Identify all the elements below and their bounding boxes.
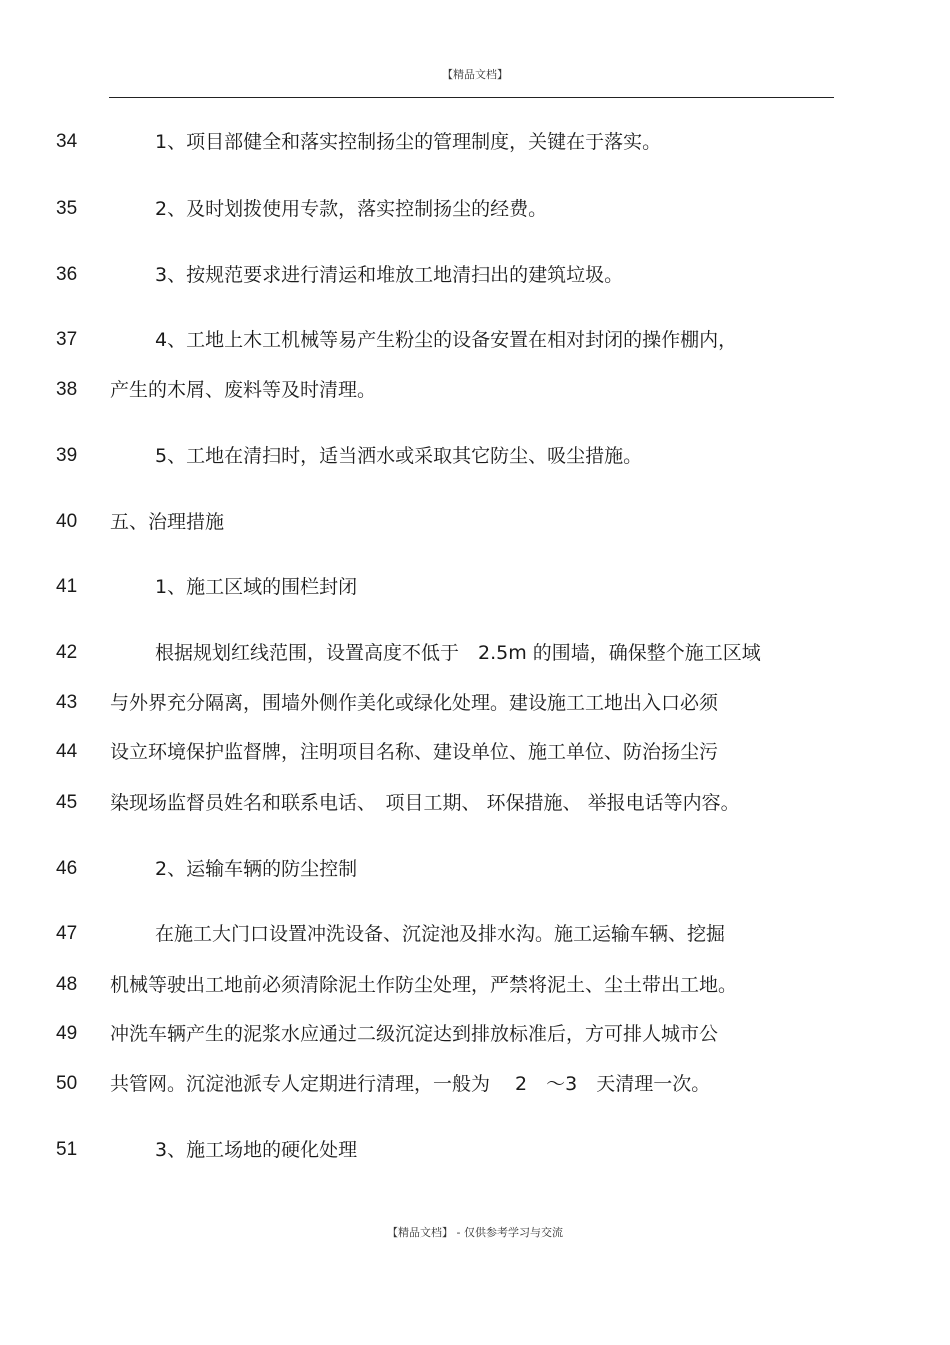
line-text: 机械等驶出工地前必须清除泥土作防尘处理，严禁将泥土、尘土带出工地。: [110, 974, 738, 996]
line-text: 共管网。沉淀池派专人定期进行清理，一般为 2 ～3 天清理一次。: [110, 1073, 711, 1095]
document-line: [0, 1019, 950, 1049]
line-text: 与外界充分隔离，围墙外侧作美化或绿化处理。建设施工工地出入口必须: [110, 692, 719, 714]
line-text: 3、按规范要求进行清运和堆放工地清扫出的建筑垃圾。: [155, 264, 624, 286]
header-divider: [109, 97, 834, 98]
line-number: 34: [56, 131, 78, 152]
line-number: 50: [56, 1073, 78, 1094]
line-number: 39: [56, 445, 78, 466]
line-text: 5、工地在清扫时，适当洒水或采取其它防尘、吸尘措施。: [155, 445, 643, 467]
line-number: 48: [56, 974, 78, 995]
line-number: 36: [56, 264, 78, 285]
document-line: [0, 638, 950, 668]
line-number: 37: [56, 329, 78, 350]
line-number: 41: [56, 576, 78, 597]
line-number: 45: [56, 792, 78, 813]
document-line: [0, 507, 950, 537]
line-number: 42: [56, 642, 78, 663]
line-number: 47: [56, 923, 78, 944]
line-number: 40: [56, 511, 78, 532]
document-line: [0, 1069, 950, 1099]
document-line: [0, 688, 950, 718]
document-line: [0, 375, 950, 405]
line-number: 35: [56, 198, 78, 219]
line-number: 44: [56, 741, 78, 762]
line-number: 38: [56, 379, 78, 400]
line-text: 设立环境保护监督牌，注明项目名称、建设单位、施工单位、防治扬尘污: [110, 741, 719, 763]
document-line: [0, 1135, 950, 1165]
line-text: 产生的木屑、废料等及时清理。: [110, 379, 377, 401]
document-line: [0, 854, 950, 884]
line-number: 51: [56, 1139, 78, 1160]
line-text: 1、项目部健全和落实控制扬尘的管理制度，关键在于落实。: [155, 131, 662, 153]
document-line: [0, 441, 950, 471]
section-heading: 五、治理措施: [110, 511, 225, 533]
document-line: [0, 194, 950, 224]
line-number: 46: [56, 858, 78, 879]
subsection-heading: 2、运输车辆的防尘控制: [155, 858, 358, 880]
document-line: [0, 127, 950, 157]
document-line: [0, 737, 950, 767]
document-line: [0, 260, 950, 290]
line-text: 4、工地上木工机械等易产生粉尘的设备安置在相对封闭的操作棚内，: [155, 329, 738, 351]
document-line: [0, 919, 950, 949]
line-text: 染现场监督员姓名和联系电话、 项目工期、 环保措施、 举报电话等内容。: [110, 792, 740, 814]
line-number: 49: [56, 1023, 78, 1044]
page-footer: 【精品文档】 - 仅供参考学习与交流: [387, 1226, 563, 1239]
subsection-heading: 3、施工场地的硬化处理: [155, 1139, 358, 1161]
page-header: 【精品文档】: [442, 68, 508, 81]
subsection-heading: 1、施工区域的围栏封闭: [155, 576, 358, 598]
line-text: 根据规划红线范围，设置高度不低于 2.5m 的围墙，确保整个施工区域: [155, 642, 761, 664]
document-line: [0, 572, 950, 602]
line-text: 冲洗车辆产生的泥浆水应通过二级沉淀达到排放标准后，方可排人城市公: [110, 1023, 719, 1045]
document-line: [0, 325, 950, 355]
document-line: [0, 970, 950, 1000]
line-text: 在施工大门口设置冲洗设备、沉淀池及排水沟。施工运输车辆、挖掘: [155, 923, 726, 945]
line-text: 2、及时划拨使用专款，落实控制扬尘的经费。: [155, 198, 548, 220]
line-number: 43: [56, 692, 78, 713]
document-line: [0, 788, 950, 818]
